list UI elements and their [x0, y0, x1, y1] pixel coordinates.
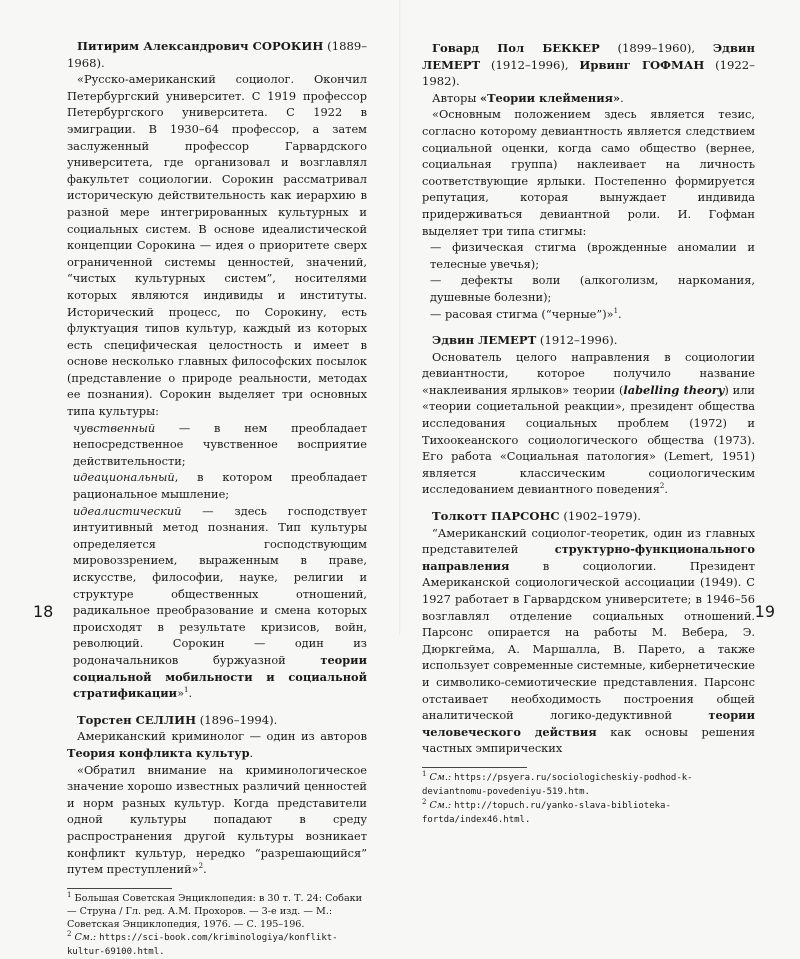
goffman-dates: (1922–1982).: [422, 57, 755, 89]
sellin-heading: [67, 712, 367, 729]
stigma-will: — дефекты воли (алкоголизм, наркомания, душевные болезни);: [430, 273, 755, 304]
footnote-mark: 2: [67, 929, 72, 938]
parsons-p1: [422, 525, 755, 757]
type1-text: — в нем преобладает непосредственное чувственное восприятие действительности;: [73, 420, 367, 468]
type1-term: чувственный: [73, 420, 156, 435]
goffman-name: Ирвинг ГОФМАН: [579, 57, 705, 72]
footnote-ref[interactable]: 2: [198, 862, 204, 871]
sorokin-name: Питирим Александрович СОРОКИН: [77, 39, 324, 53]
sorokin-intro: «Русско-американский социолог. Окончил Петербургский университет. С 1919 профессор Петербургского университета. С 1922 в эмиграции. В 1930–64 профессор, а затем заслуженный профессор Гарвардского университета, где организовал и возглавлял факультет социологии. Сорокин рассматривал историческую действительность как иерархию в разной мере интегрированных культурных и социальных систем. В основе идеалистической концепции Сорокина — идея о приоритете сверх ограниченной системы ценностей, значений, “чистых культурных систем”, носителями которых являются индивиды и институты. Исторический процесс, по Сорокину, есть флуктуация типов культур, каждый из которых есть специфическая целостность и имеет в основе несколько главных философских посылок (представление о природе реальности, методах ее познания). Сорокин выделяет три основных типа культуры:: [67, 72, 367, 419]
stigma-racial: [422, 306, 755, 323]
footnote-1: [422, 771, 755, 799]
footnote-mark: 2: [422, 797, 427, 806]
sorokin-type-idealistic: [67, 503, 367, 702]
footnote-prefix: См.:: [71, 931, 100, 943]
lemert-entry: [422, 332, 755, 498]
sorokin-dates: (1889–1968).: [67, 39, 367, 70]
footnote-prefix: См.:: [426, 799, 455, 811]
type3-end: »: [177, 686, 185, 701]
lemert-name-co: Эдвин ЛЕМЕРТ: [422, 41, 755, 72]
parsons-heading: [422, 508, 755, 525]
footnote-1: [67, 892, 367, 931]
stigma-physical: — физическая стигма (врожденные аномалии и телесные увечья);: [430, 240, 755, 271]
page-number-right: 19: [754, 602, 775, 621]
becker-name: Говард Пол БЕККЕР: [432, 41, 600, 55]
parsons-bold2: теории человеческого действия: [422, 708, 755, 739]
footnote-2: [422, 799, 755, 827]
parsons-p1a: “Американский социолог-теоретик, один из главных представителей: [422, 525, 755, 557]
lemert-p1-end: .: [664, 482, 668, 497]
footnote-link[interactable]: https://psyera.ru/sociologicheskiy-podhod-k-deviantnomu-povedeniyu-519.htm.: [422, 772, 693, 797]
lemert-p1: [422, 349, 755, 498]
sellin-dates: (1896–1994).: [196, 712, 278, 727]
sellin-p2-end: .: [203, 862, 207, 877]
footnote-mark: 1: [422, 769, 427, 778]
type3-term: идеалистический: [73, 503, 182, 518]
parsons-name: Толкотт ПАРСОНС: [432, 509, 560, 524]
becker-heading: [422, 40, 755, 90]
lemert-p1a: Основатель целого направления в социологии девиантности, которое получило название «наклеивания ярлыков» теории (: [422, 349, 755, 397]
type2-text: , в котором преобладает рациональное мышление;: [73, 470, 367, 502]
stigma-racial-end: .: [618, 306, 622, 321]
parsons-entry: [422, 508, 755, 757]
type2-term: идеациональный: [73, 470, 175, 485]
page-number-left: 18: [33, 602, 54, 621]
becker-p1: «Основным положением здесь является тезис, согласно которому девиантность является следствием социальной оценки, когда само общество (вернее, социальная группа) наклеивает на личность соответствующие ярлыки. Постепенно формируется репутация, которая вынуждает индивида придерживаться девиантной роли. И. Гофман выделяет три типа стигмы:: [422, 107, 755, 238]
left-page: [0, 0, 400, 957]
sellin-entry: [67, 712, 367, 878]
parsons-p1c: как основы решения частных эмпирических: [422, 724, 756, 756]
left-column: [67, 38, 367, 959]
footnote-ref[interactable]: 1: [613, 306, 619, 315]
footnote-prefix: См.:: [426, 771, 455, 783]
sorokin-type-sensual: [67, 420, 367, 470]
sellin-p1-end: .: [249, 745, 254, 760]
footnote-text: Большая Советская Энциклопедия: в 30 т. Т. 24: Собаки — Струна / Гл. ред. А.М. Прохоров. — 3-е изд. — М.: Советская Энциклопедия, 1976. — С. 195–196.: [67, 892, 363, 930]
footnote-divider: [67, 888, 172, 889]
lemert-dates-co: (1912–1996),: [480, 57, 580, 72]
lemert-dates: (1912–1996).: [536, 333, 618, 348]
footnote-link[interactable]: https://sci-book.com/kriminologiya/konflikt-kultur-69100.html.: [67, 932, 338, 957]
footnote-link[interactable]: http://topuch.ru/yanko-slava-biblioteka-fortda/index46.html.: [422, 800, 671, 825]
footnote-mark: 1: [67, 890, 72, 899]
authors-prefix: Авторы: [432, 90, 480, 105]
sorokin-type-ideational: [67, 469, 367, 502]
type3-text: — здесь господствует интуитивный метод познания. Тип культуры определяется господствующим мировоззрением, выраженным в праве, искусстве, философии, науке, религии и структуре общественных отношений, радикальное преобразование и смена которых происходят в результате кризисов, войн, революций. Сорокин — один из родоначальников буржуазной: [73, 503, 367, 667]
sellin-p1-text: Американский криминолог — один из авторов: [77, 729, 367, 744]
footnote-divider: [422, 767, 527, 768]
becker-entry: [422, 40, 755, 322]
sellin-p2-text: «Обратил внимание на криминологическое значение хорошо известных различий ценностей и норм разных культур. Когда представители одной культуры попадают в среду распространения другой культуры возникает конфликт культур, нередко “разрешающийся” путем преступлений»: [67, 762, 367, 877]
stigma-racial-text: — расовая стигма (“черные”)»: [430, 306, 614, 321]
sorokin-heading: [67, 38, 367, 71]
authors-bold: «Теории клеймения»: [479, 90, 621, 105]
sellin-p2: [67, 762, 367, 878]
lemert-term: labelling theory: [623, 382, 725, 397]
type3-dot: .: [188, 686, 193, 701]
right-column: [422, 40, 755, 827]
lemert-p1b: ) или «теории социетальной реакции», президент общества исследования социальных проблем (1972) и Тихоокеанского социологического общества (1973). Его работа «Социальная патология» (Lemert, 1951) является классическим социологическим исследованием девиантного поведения: [422, 382, 755, 497]
sellin-p1: [67, 728, 367, 761]
lemert-heading: [422, 332, 755, 349]
becker-authors: [422, 90, 755, 107]
authors-end: .: [620, 90, 624, 105]
parsons-p1b: в социологии. Президент Американской социологической ассоциации (1949). С 1927 работает в Гарвардском университете; в 1946–56 возглавлял отделение социальных отношений. Парсонс опирается на работы М. Вебера, Э. Дюркгейма, А. Маршалла, В. Парето, а также использует современные системные, кибернетические и символико-семиотические представления. Парсонс отстаивает необходимость построения общей аналитической логико-дедуктивной: [422, 558, 755, 723]
parsons-bold1: структурно-функционального направления: [422, 542, 755, 573]
type3-bold: теории социальной мобильности и социальной стратификации: [73, 652, 367, 701]
parsons-dates: (1902–1979).: [559, 509, 641, 524]
footnote-ref[interactable]: 1: [184, 686, 189, 695]
sellin-name: Торстен СЕЛЛИН: [77, 712, 197, 727]
becker-dates: (1899–1960),: [599, 41, 713, 55]
lemert-name: Эдвин ЛЕМЕРТ: [432, 333, 537, 348]
sorokin-entry: [67, 38, 367, 702]
footnote-ref[interactable]: 2: [659, 482, 665, 491]
right-page: [400, 0, 800, 825]
sellin-p1-bold: Теория конфликта культур: [67, 745, 250, 760]
footnote-2: [67, 931, 367, 959]
